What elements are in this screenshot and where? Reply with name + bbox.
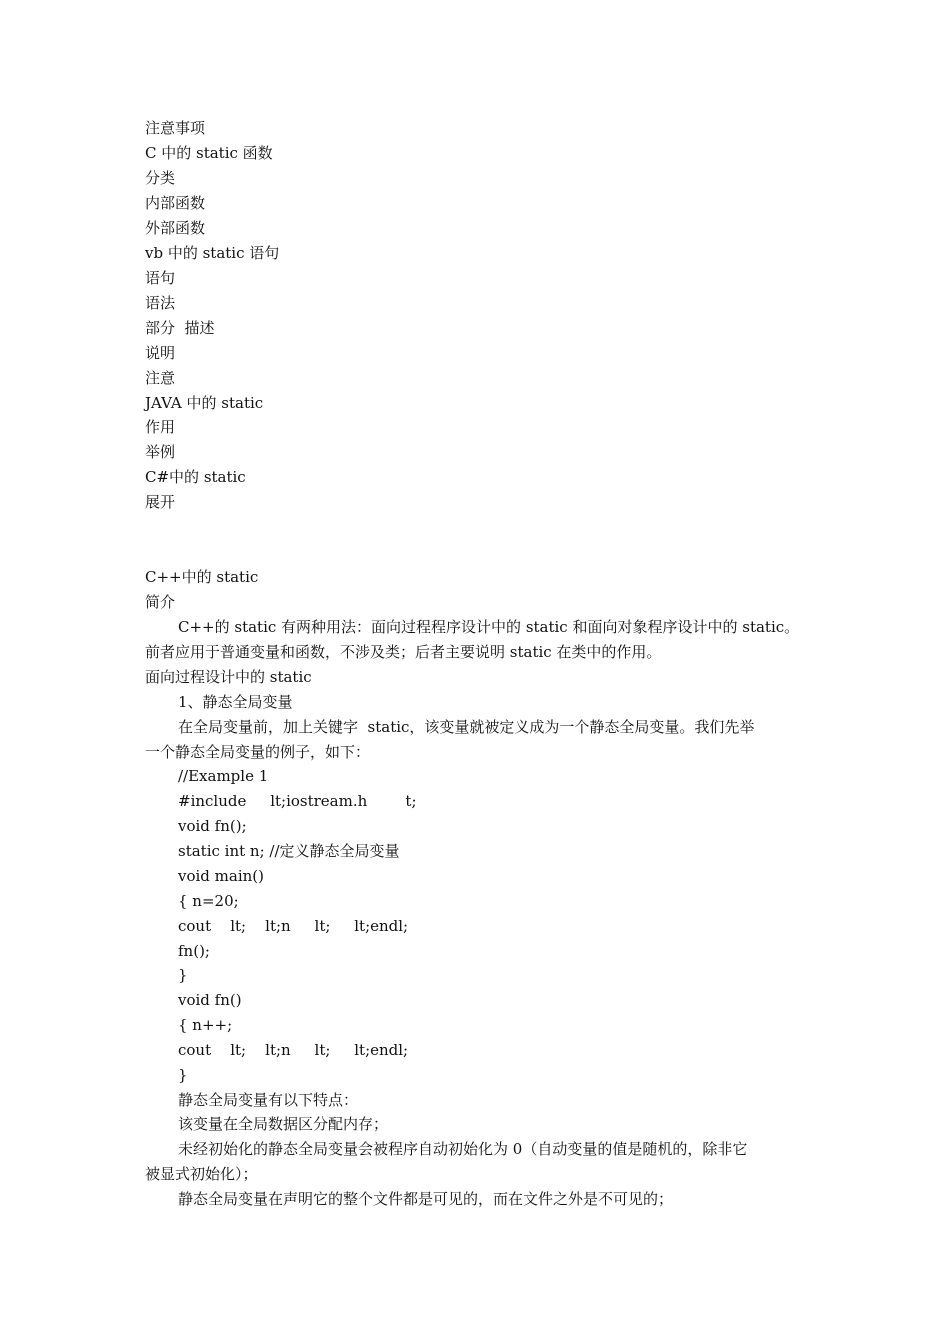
code-line: { n=20;: [178, 892, 239, 910]
toc-item-example: 举例: [145, 443, 176, 461]
toc-item-syntax: 语法: [145, 294, 176, 312]
toc-item-notes: 注意事项: [145, 119, 206, 137]
features-heading: 静态全局变量有以下特点：: [178, 1091, 359, 1109]
intro-paragraph-line-2: 前者应用于普通变量和函数，不涉及类；后者主要说明 static 在类中的作用。: [145, 643, 662, 661]
toc-item-external-function: 外部函数: [145, 219, 206, 237]
toc-item-attention: 注意: [145, 369, 176, 387]
toc-item-classification: 分类: [145, 169, 176, 187]
code-line: #include lt;iostream.h t;: [178, 792, 417, 810]
code-line: static int n; //定义静态全局变量: [178, 842, 400, 860]
toc-item-internal-function: 内部函数: [145, 194, 206, 212]
toc-item-expand: 展开: [145, 493, 176, 511]
code-line: cout lt; lt;n lt; lt;endl;: [178, 917, 409, 935]
subsection-heading: 面向过程设计中的 static: [145, 668, 312, 686]
code-line: cout lt; lt;n lt; lt;endl;: [178, 1041, 409, 1059]
code-line: void fn(): [178, 991, 242, 1009]
intro-paragraph-line-1: C++的 static 有两种用法：面向过程程序设计中的 static 和面向对象程序设计中的 static。: [178, 618, 800, 636]
toc-item-c-static-function: C 中的 static 函数: [145, 144, 273, 162]
code-line: { n++;: [178, 1016, 233, 1034]
paragraph-line-2: 一个静态全局变量的例子，如下：: [145, 743, 371, 761]
toc-item-statement: 语句: [145, 269, 176, 287]
toc-item-java-static: JAVA 中的 static: [145, 394, 264, 412]
toc-item-csharp-static: C#中的 static: [145, 468, 246, 486]
paragraph-line-1: 在全局变量前，加上关键字 static，该变量就被定义成为一个静态全局变量。我们先举: [178, 718, 755, 736]
toc-item-vb-static-statement: vb 中的 static 语句: [145, 244, 280, 262]
code-line: }: [178, 1066, 188, 1084]
feature-3: 静态全局变量在声明它的整个文件都是可见的，而在文件之外是不可见的；: [178, 1190, 674, 1208]
feature-2-line-1: 未经初始化的静态全局变量会被程序自动初始化为 0（自动变量的值是随机的，除非它: [178, 1140, 748, 1158]
feature-2-line-2: 被显式初始化）；: [145, 1165, 258, 1183]
intro-heading: 简介: [145, 593, 176, 611]
code-line: void fn();: [178, 817, 247, 835]
toc-item-explanation: 说明: [145, 344, 176, 362]
code-line: }: [178, 966, 188, 984]
item-heading: 1、静态全局变量: [178, 693, 293, 711]
code-line: void main(): [178, 867, 265, 885]
code-line: //Example 1: [178, 767, 269, 785]
code-line: fn();: [178, 942, 210, 960]
toc-item-purpose: 作用: [145, 418, 176, 436]
feature-1: 该变量在全局数据区分配内存；: [178, 1115, 389, 1133]
section-title: C++中的 static: [145, 568, 259, 586]
toc-item-parts-description: 部分 描述: [145, 319, 215, 337]
